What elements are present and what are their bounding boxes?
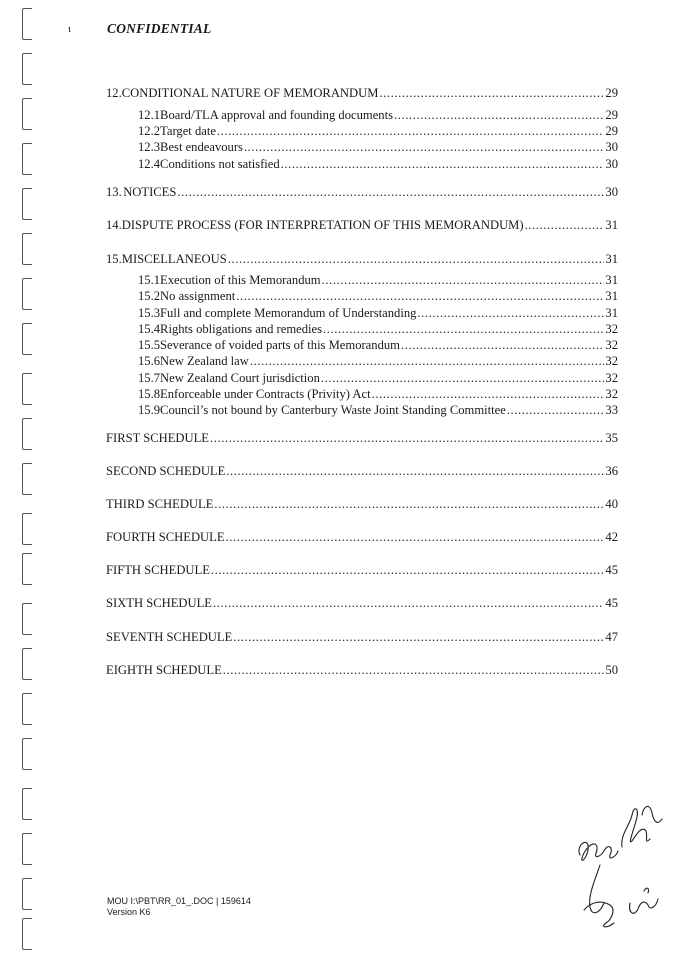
entry-title: MISCELLANEOUS bbox=[121, 252, 227, 266]
toc-section-entry bbox=[106, 252, 618, 268]
toc-subsection-entry bbox=[138, 322, 618, 338]
binder-hole bbox=[22, 513, 32, 545]
toc-schedule-entry bbox=[106, 530, 618, 546]
dot-leader bbox=[417, 306, 604, 321]
handwritten-signature-initials bbox=[570, 795, 670, 940]
entry-page-number: 31 bbox=[605, 289, 618, 303]
entry-number: 15.9 bbox=[138, 403, 161, 417]
binder-hole bbox=[22, 98, 32, 130]
dot-leader bbox=[217, 124, 604, 139]
entry-page-number: 32 bbox=[605, 354, 618, 368]
dot-leader bbox=[236, 289, 604, 304]
toc-schedule-entry bbox=[106, 663, 618, 679]
entry-title: SECOND SCHEDULE bbox=[106, 464, 226, 478]
entry-page-number: 29 bbox=[605, 86, 618, 100]
binder-hole bbox=[22, 8, 32, 40]
dot-leader bbox=[226, 530, 605, 545]
entry-title: Target date bbox=[160, 124, 216, 138]
toc-subsection-entry bbox=[138, 387, 618, 403]
dot-leader bbox=[233, 630, 604, 645]
entry-number: 15.8 bbox=[138, 387, 161, 401]
toc-subsection-entry bbox=[138, 140, 618, 156]
entry-number: 12.2 bbox=[138, 124, 161, 138]
footer-file-reference: MOU I:\PBT\RR_01_.DOC | 159614 bbox=[107, 896, 251, 906]
entry-page-number: 29 bbox=[605, 108, 618, 122]
dot-leader bbox=[507, 403, 605, 418]
entry-title: New Zealand Court jurisdiction bbox=[160, 371, 320, 385]
dot-leader bbox=[213, 596, 604, 611]
entry-title: FOURTH SCHEDULE bbox=[106, 530, 225, 544]
entry-title: No assignment bbox=[160, 289, 236, 303]
toc-subsection-entry bbox=[138, 157, 618, 173]
entry-page-number: 32 bbox=[605, 322, 618, 336]
binder-hole bbox=[22, 233, 32, 265]
entry-number: 15.1 bbox=[138, 273, 161, 287]
entry-page-number: 31 bbox=[605, 252, 618, 266]
entry-title: Conditions not satisfied bbox=[160, 157, 280, 171]
entry-number: 15.2 bbox=[138, 289, 161, 303]
binder-hole bbox=[22, 323, 32, 355]
binder-hole bbox=[22, 418, 32, 450]
toc-schedule-entry bbox=[106, 596, 618, 612]
toc-section-entry bbox=[106, 218, 618, 234]
header-mark: ι bbox=[68, 23, 71, 35]
binder-hole bbox=[22, 53, 32, 85]
entry-page-number: 50 bbox=[605, 663, 618, 677]
entry-page-number: 40 bbox=[605, 497, 618, 511]
toc-subsection-entry bbox=[138, 354, 618, 370]
toc-schedule-entry bbox=[106, 464, 618, 480]
document-footer bbox=[107, 896, 251, 918]
entry-number: 15.4 bbox=[138, 322, 161, 336]
dot-leader bbox=[244, 140, 604, 155]
toc-section-entry bbox=[106, 86, 618, 102]
dot-leader bbox=[214, 497, 604, 512]
toc-subsection-entry bbox=[138, 108, 618, 124]
entry-number: 15.5 bbox=[138, 338, 161, 352]
dot-leader bbox=[226, 464, 604, 479]
entry-number: 13. bbox=[106, 185, 122, 199]
binder-hole bbox=[22, 373, 32, 405]
entry-title: Full and complete Memorandum of Understanding bbox=[160, 306, 417, 320]
binder-hole bbox=[22, 143, 32, 175]
binder-hole bbox=[22, 553, 32, 585]
entry-page-number: 30 bbox=[605, 157, 618, 171]
entry-page-number: 33 bbox=[605, 403, 618, 417]
entry-page-number: 32 bbox=[605, 371, 618, 385]
dot-leader bbox=[394, 108, 604, 123]
dot-leader bbox=[401, 338, 604, 353]
dot-leader bbox=[211, 563, 605, 578]
dot-leader bbox=[379, 86, 604, 101]
toc-subsection-entry bbox=[138, 289, 618, 305]
entry-title: Rights obligations and remedies bbox=[160, 322, 322, 336]
entry-page-number: 31 bbox=[605, 273, 618, 287]
entry-page-number: 30 bbox=[605, 185, 618, 199]
binder-hole bbox=[22, 878, 32, 910]
entry-number: 12.4 bbox=[138, 157, 161, 171]
entry-page-number: 47 bbox=[605, 630, 618, 644]
entry-title: Best endeavours bbox=[160, 140, 243, 154]
entry-title: Council’s not bound by Canterbury Waste Joint Standing Committee bbox=[160, 403, 506, 417]
binder-hole bbox=[22, 188, 32, 220]
toc-subsection-entry bbox=[138, 403, 618, 419]
dot-leader bbox=[323, 322, 604, 337]
binder-hole bbox=[22, 648, 32, 680]
toc-schedule-entry bbox=[106, 563, 618, 579]
dot-leader bbox=[177, 185, 604, 200]
entry-title: New Zealand law bbox=[160, 354, 249, 368]
entry-number: 14. bbox=[106, 218, 122, 232]
toc-subsection-entry bbox=[138, 371, 618, 387]
entry-title: FIFTH SCHEDULE bbox=[106, 563, 210, 577]
entry-number: 12. bbox=[106, 86, 122, 100]
entry-number: 12.3 bbox=[138, 140, 161, 154]
entry-page-number: 31 bbox=[605, 218, 618, 232]
footer-version: Version K6 bbox=[107, 907, 151, 917]
binder-holes bbox=[18, 8, 38, 948]
toc-subsection-entry bbox=[138, 273, 618, 289]
entry-title: NOTICES bbox=[123, 185, 177, 199]
toc-schedule-entry bbox=[106, 497, 618, 513]
entry-page-number: 35 bbox=[605, 431, 618, 445]
entry-title: Execution of this Memorandum bbox=[160, 273, 321, 287]
dot-leader bbox=[250, 354, 605, 369]
dot-leader bbox=[210, 431, 604, 446]
entry-title: SIXTH SCHEDULE bbox=[106, 596, 212, 610]
binder-hole bbox=[22, 788, 32, 820]
entry-title: Enforceable under Contracts (Privity) Act bbox=[160, 387, 371, 401]
binder-hole bbox=[22, 738, 32, 770]
entry-title: DISPUTE PROCESS (FOR INTERPRETATION OF THIS MEMORANDUM) bbox=[121, 218, 524, 232]
toc-subsection-entry bbox=[138, 306, 618, 322]
entry-title: CONDITIONAL NATURE OF MEMORANDUM bbox=[121, 86, 379, 100]
dot-leader bbox=[372, 387, 605, 402]
entry-title: Severance of voided parts of this Memorandum bbox=[160, 338, 400, 352]
binder-hole bbox=[22, 918, 32, 950]
toc-subsection-entry bbox=[138, 338, 618, 354]
dot-leader bbox=[281, 157, 605, 172]
dot-leader bbox=[321, 371, 605, 386]
entry-page-number: 29 bbox=[605, 124, 618, 138]
entry-page-number: 31 bbox=[605, 306, 618, 320]
entry-number: 15. bbox=[106, 252, 122, 266]
binder-hole bbox=[22, 278, 32, 310]
dot-leader bbox=[223, 663, 605, 678]
entry-page-number: 36 bbox=[605, 464, 618, 478]
entry-page-number: 30 bbox=[605, 140, 618, 154]
binder-hole bbox=[22, 603, 32, 635]
toc-subsection-entry bbox=[138, 124, 618, 140]
binder-hole bbox=[22, 833, 32, 865]
entry-number: 15.7 bbox=[138, 371, 161, 385]
entry-title: THIRD SCHEDULE bbox=[106, 497, 214, 511]
entry-title: FIRST SCHEDULE bbox=[106, 431, 209, 445]
confidential-header: CONFIDENTIAL bbox=[107, 21, 212, 36]
dot-leader bbox=[322, 273, 605, 288]
entry-page-number: 32 bbox=[605, 338, 618, 352]
entry-title: SEVENTH SCHEDULE bbox=[106, 630, 233, 644]
toc-schedule-entry bbox=[106, 431, 618, 447]
dot-leader bbox=[525, 218, 605, 233]
entry-page-number: 42 bbox=[605, 530, 618, 544]
binder-hole bbox=[22, 693, 32, 725]
entry-page-number: 45 bbox=[605, 563, 618, 577]
entry-number: 12.1 bbox=[138, 108, 161, 122]
entry-page-number: 32 bbox=[605, 387, 618, 401]
entry-number: 15.6 bbox=[138, 354, 161, 368]
binder-hole bbox=[22, 463, 32, 495]
entry-title: EIGHTH SCHEDULE bbox=[106, 663, 222, 677]
entry-page-number: 45 bbox=[605, 596, 618, 610]
entry-title: Board/TLA approval and founding documents bbox=[160, 108, 393, 122]
toc-section-entry bbox=[106, 185, 618, 201]
toc-schedule-entry bbox=[106, 630, 618, 646]
dot-leader bbox=[228, 252, 605, 267]
entry-number: 15.3 bbox=[138, 306, 161, 320]
